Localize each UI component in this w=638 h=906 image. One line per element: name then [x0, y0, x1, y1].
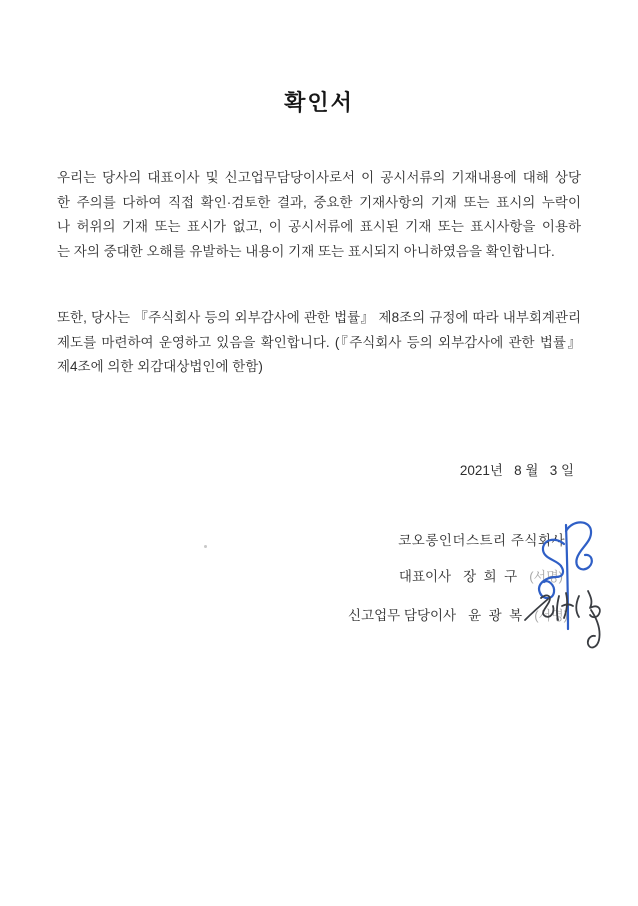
signer-row-ceo	[399, 565, 563, 585]
signer-role: 대표이사	[398, 569, 452, 584]
paragraph-confirmation	[57, 166, 581, 264]
body-line: 우리는 당사의 대표이사 및 신고업무담당이사로서 이 공시서류의 기재내용에 대해 상당	[57, 170, 581, 185]
signer-row-reporting-director	[348, 604, 568, 624]
paragraph-internal-accounting	[57, 306, 581, 380]
document-date: 2021년 8 월 3 일	[459, 463, 574, 478]
director-signature-ink	[521, 586, 613, 664]
signer-name: 윤 광 복	[468, 608, 523, 623]
signature-placeholder-label: (서명)	[529, 569, 563, 584]
signer-role: 신고업무 담당이사	[347, 608, 457, 623]
body-line: 는 자의 중대한 오해를 유발하는 내용이 기재 또는 표시되지 아니하였음을 확인합니다.	[57, 243, 555, 259]
body-line: 제4조에 의한 외감대상법인에 한함)	[57, 359, 263, 375]
body-line: 나 허위의 기재 또는 표시가 없고, 이 공시서류에 표시된 기재 또는 표시사항을 이용하	[57, 219, 581, 235]
signature-placeholder-label: (서명)	[534, 608, 568, 623]
company-name: 코오롱인더스트리 주식회사	[398, 533, 565, 548]
body-line: 또한, 당사는 『주식회사 등의 외부감사에 관한 법률』 제8조의 규정에 따라 내부회계관리	[57, 310, 581, 325]
signer-name: 장 희 구	[463, 569, 518, 584]
body-line: 한 주의를 다하여 직접 확인·검토한 결과, 중요한 기재사항의 기재 또는 표시의 누락이	[57, 194, 581, 210]
document-title: 확인서	[284, 90, 354, 115]
scan-artifact-dot	[204, 545, 207, 548]
body-line: 제도를 마련하여 운영하고 있음을 확인합니다. (『주식회사 등의 외부감사에 관한 법률』	[57, 334, 581, 350]
